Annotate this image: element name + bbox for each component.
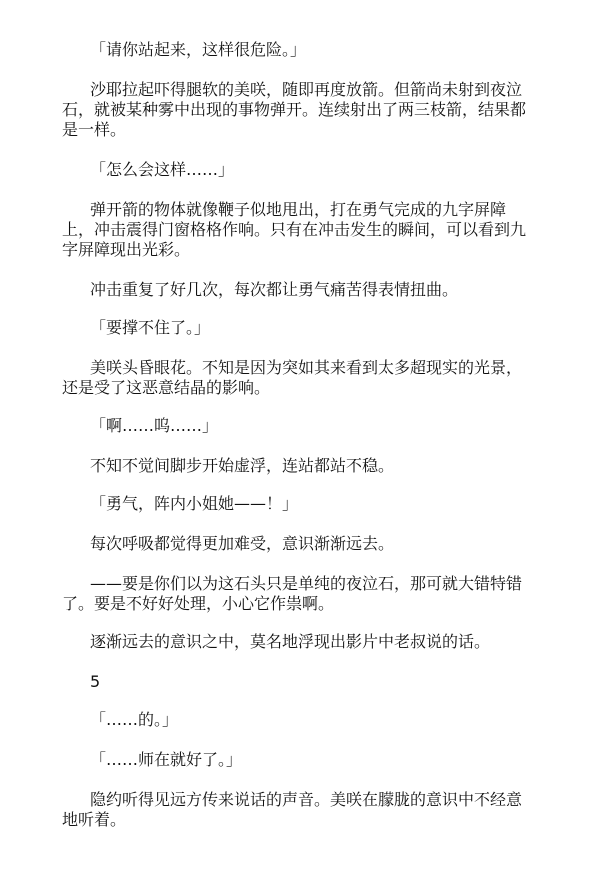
text-line: 隐约听得见远方传来说话的声音。美咲在朦胧的意识中不经意 [90, 790, 523, 809]
text-line: 弹开箭的物体就像鞭子似地甩出，打在勇气完成的九字屏障 [90, 200, 507, 219]
text-line: 了。要是不好好处理，小心它作祟啊。 [62, 594, 335, 613]
text-line: 「啊……呜……」 [90, 416, 219, 435]
text-line: 「要撑不住了。」 [90, 318, 211, 337]
text-line: 是一样。 [62, 120, 127, 139]
text-line: 「……的。」 [90, 710, 179, 729]
text-line: 「请你站起来，这样很危险。」 [90, 40, 307, 59]
text-line: 「怎么会这样……」 [90, 160, 235, 179]
text-line: 还是受了这恶意结晶的影响。 [62, 378, 271, 397]
text-line: 沙耶拉起吓得腿软的美咲，随即再度放箭。但箭尚未射到夜泣 [90, 80, 523, 99]
text-line: 石，就被某种雾中出现的事物弹开。连续射出了两三枝箭，结果都 [62, 100, 527, 119]
text-line: 上，冲击震得门窗格格作响。只有在冲击发生的瞬间，可以看到九 [62, 220, 527, 239]
text-line: 美咲头昏眼花。不知是因为突如其来看到太多超现实的光景， [90, 358, 523, 377]
text-line: 「……师在就好了。」 [90, 750, 243, 769]
text-line: 「勇气，阵内小姐她——！」 [90, 494, 299, 513]
text-line: 不知不觉间脚步开始虚浮，连站都站不稳。 [90, 456, 395, 475]
text-line: 地听着。 [62, 810, 127, 829]
text-line: ——要是你们以为这石头只是单纯的夜泣石，那可就大错特错 [90, 574, 523, 593]
text-line: 冲击重复了好几次，每次都让勇气痛苦得表情扭曲。 [90, 280, 459, 299]
text-line: 每次呼吸都觉得更加难受，意识渐渐远去。 [90, 534, 395, 553]
text-line: 逐渐远去的意识之中，莫名地浮现出影片中老叔说的话。 [90, 632, 491, 651]
section-number: 5 [90, 672, 101, 691]
text-line: 字屏障现出光彩。 [62, 240, 191, 259]
